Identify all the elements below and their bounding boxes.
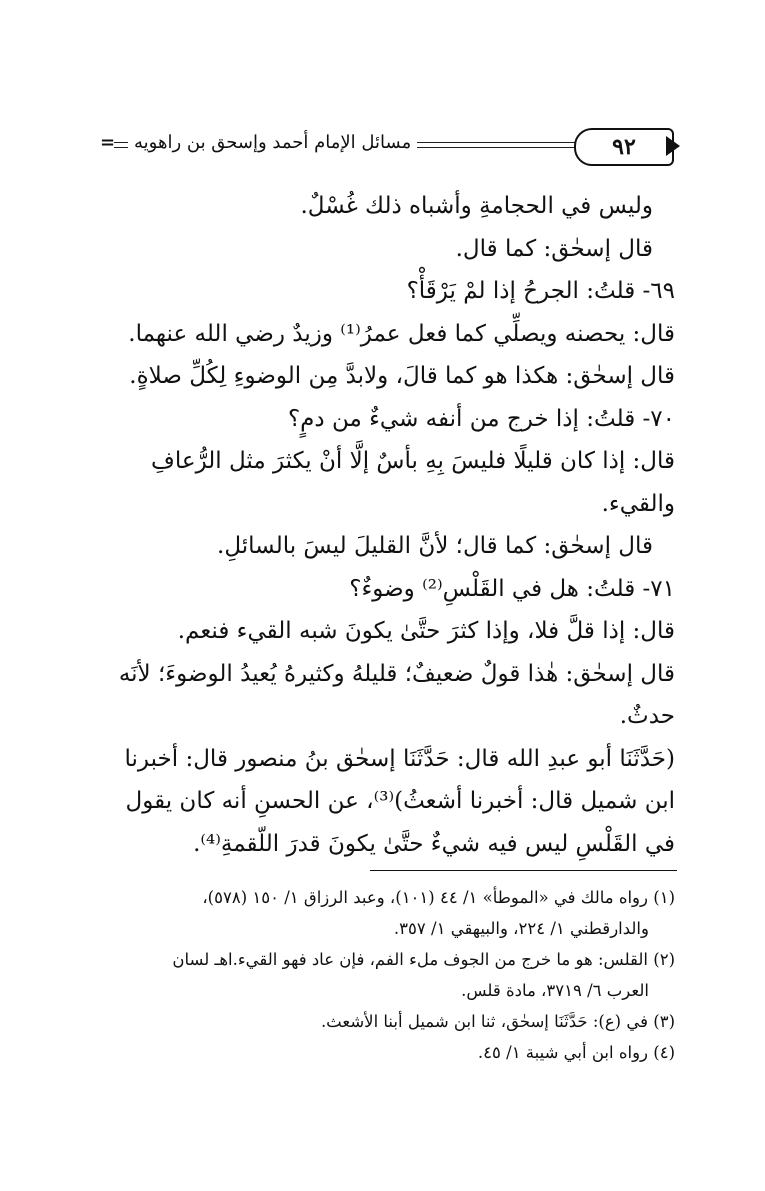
footnote-line: (٤) رواه ابن أبي شيبة ١/ ٤٥.: [477, 1043, 675, 1062]
page-number: ٩٢: [612, 134, 636, 160]
footnote-line: والدارقطني ١/ ٢٢٤، والبيهقي ١/ ٣٥٧.: [393, 919, 649, 938]
header-left-mark: =: [100, 132, 116, 153]
text-line: حدثٌ.: [619, 703, 675, 729]
text-line: قال إسحٰق: كما قال.: [455, 235, 653, 262]
footnotes: [100, 882, 675, 1068]
footnote-divider: [370, 870, 677, 871]
footnote-line: العرب ٦/ ٣٧١٩، مادة قلس.: [461, 981, 649, 1000]
text-line: قال إسحٰق: هٰذا قولٌ ضعيفٌ؛ قليلهُ وكثيرهُ يُعيدُ الوضوءَ؛ لأنَه: [118, 660, 675, 687]
text-line: قال: إذا كان قليلًا فليسَ بِهِ بأسٌ إلَّا أنْ يكثرَ مثل الرُّعافِ: [151, 448, 675, 474]
page-header: [100, 128, 680, 164]
page-number-badge: [574, 128, 674, 166]
text-line: (حَدَّثَنَا أبو عبدِ الله قال: حَدَّثَنَا إسحٰق بنُ منصور قال: أخبرنا: [124, 745, 675, 772]
main-text: [95, 185, 675, 865]
text-line: ابن شميل قال: أخبرنا أشعثُ)⁽³⁾، عن الحسنِ أنه كان يقول: [125, 788, 675, 814]
text-line: وليس في الحجامةِ وأشباه ذلك غُسْلٌ.: [300, 193, 653, 219]
text-line: قال إسحٰق: كما قال؛ لأنَّ القليلَ ليسَ بالسائلِ.: [217, 533, 653, 559]
text-line: ٧١- قلتُ: هل في القَلْسِ⁽²⁾ وضوءٌ؟: [349, 575, 675, 602]
text-line: ٧٠- قلتُ: إذا خرج من أنفه شيءٌ من دمٍ؟: [287, 405, 675, 432]
text-line: قال: إذا قلَّ فلا، وإذا كثرَ حتَّىٰ يكونَ شبه القيء فنعم.: [177, 618, 675, 644]
header-title: مسائل الإمام أحمد وإسحق بن راهويه: [128, 132, 417, 153]
text-line: والقيء.: [601, 490, 675, 517]
text-line: قال إسحٰق: هكذا هو كما قالَ، ولابدَّ مِن الوضوءِ لِكُلِّ صلاةٍ.: [129, 363, 675, 389]
text-line: قال: يحصنه ويصلِّي كما فعل عمرُ⁽¹⁾ وزيدٌ رضي الله عنهما.: [128, 320, 675, 347]
text-line: في القَلْسِ ليس فيه شيءٌ حتَّىٰ يكونَ قدرَ اللّقمةِ⁽⁴⁾.: [193, 830, 675, 857]
page-number-arrow-icon: [666, 136, 680, 156]
footnote-line: (٣) في (ع): حَدَّثَنَا إسحٰق، ثنا ابن شميل أبنا الأشعث.: [320, 1012, 675, 1031]
text-line: ٦٩- قلتُ: الجرحُ إذا لمْ يَرْقَأْ؟: [406, 278, 675, 304]
footnote-line: (١) رواه مالك في «الموطأ» ١/ ٤٤ (١٠١)، وعبد الرزاق ١/ ١٥٠ (٥٧٨)،: [202, 888, 675, 907]
footnote-line: (٢) القلس: هو ما خرج من الجوف ملء الفم، فإن عاد فهو القيء.اهـ لسان: [172, 950, 675, 969]
